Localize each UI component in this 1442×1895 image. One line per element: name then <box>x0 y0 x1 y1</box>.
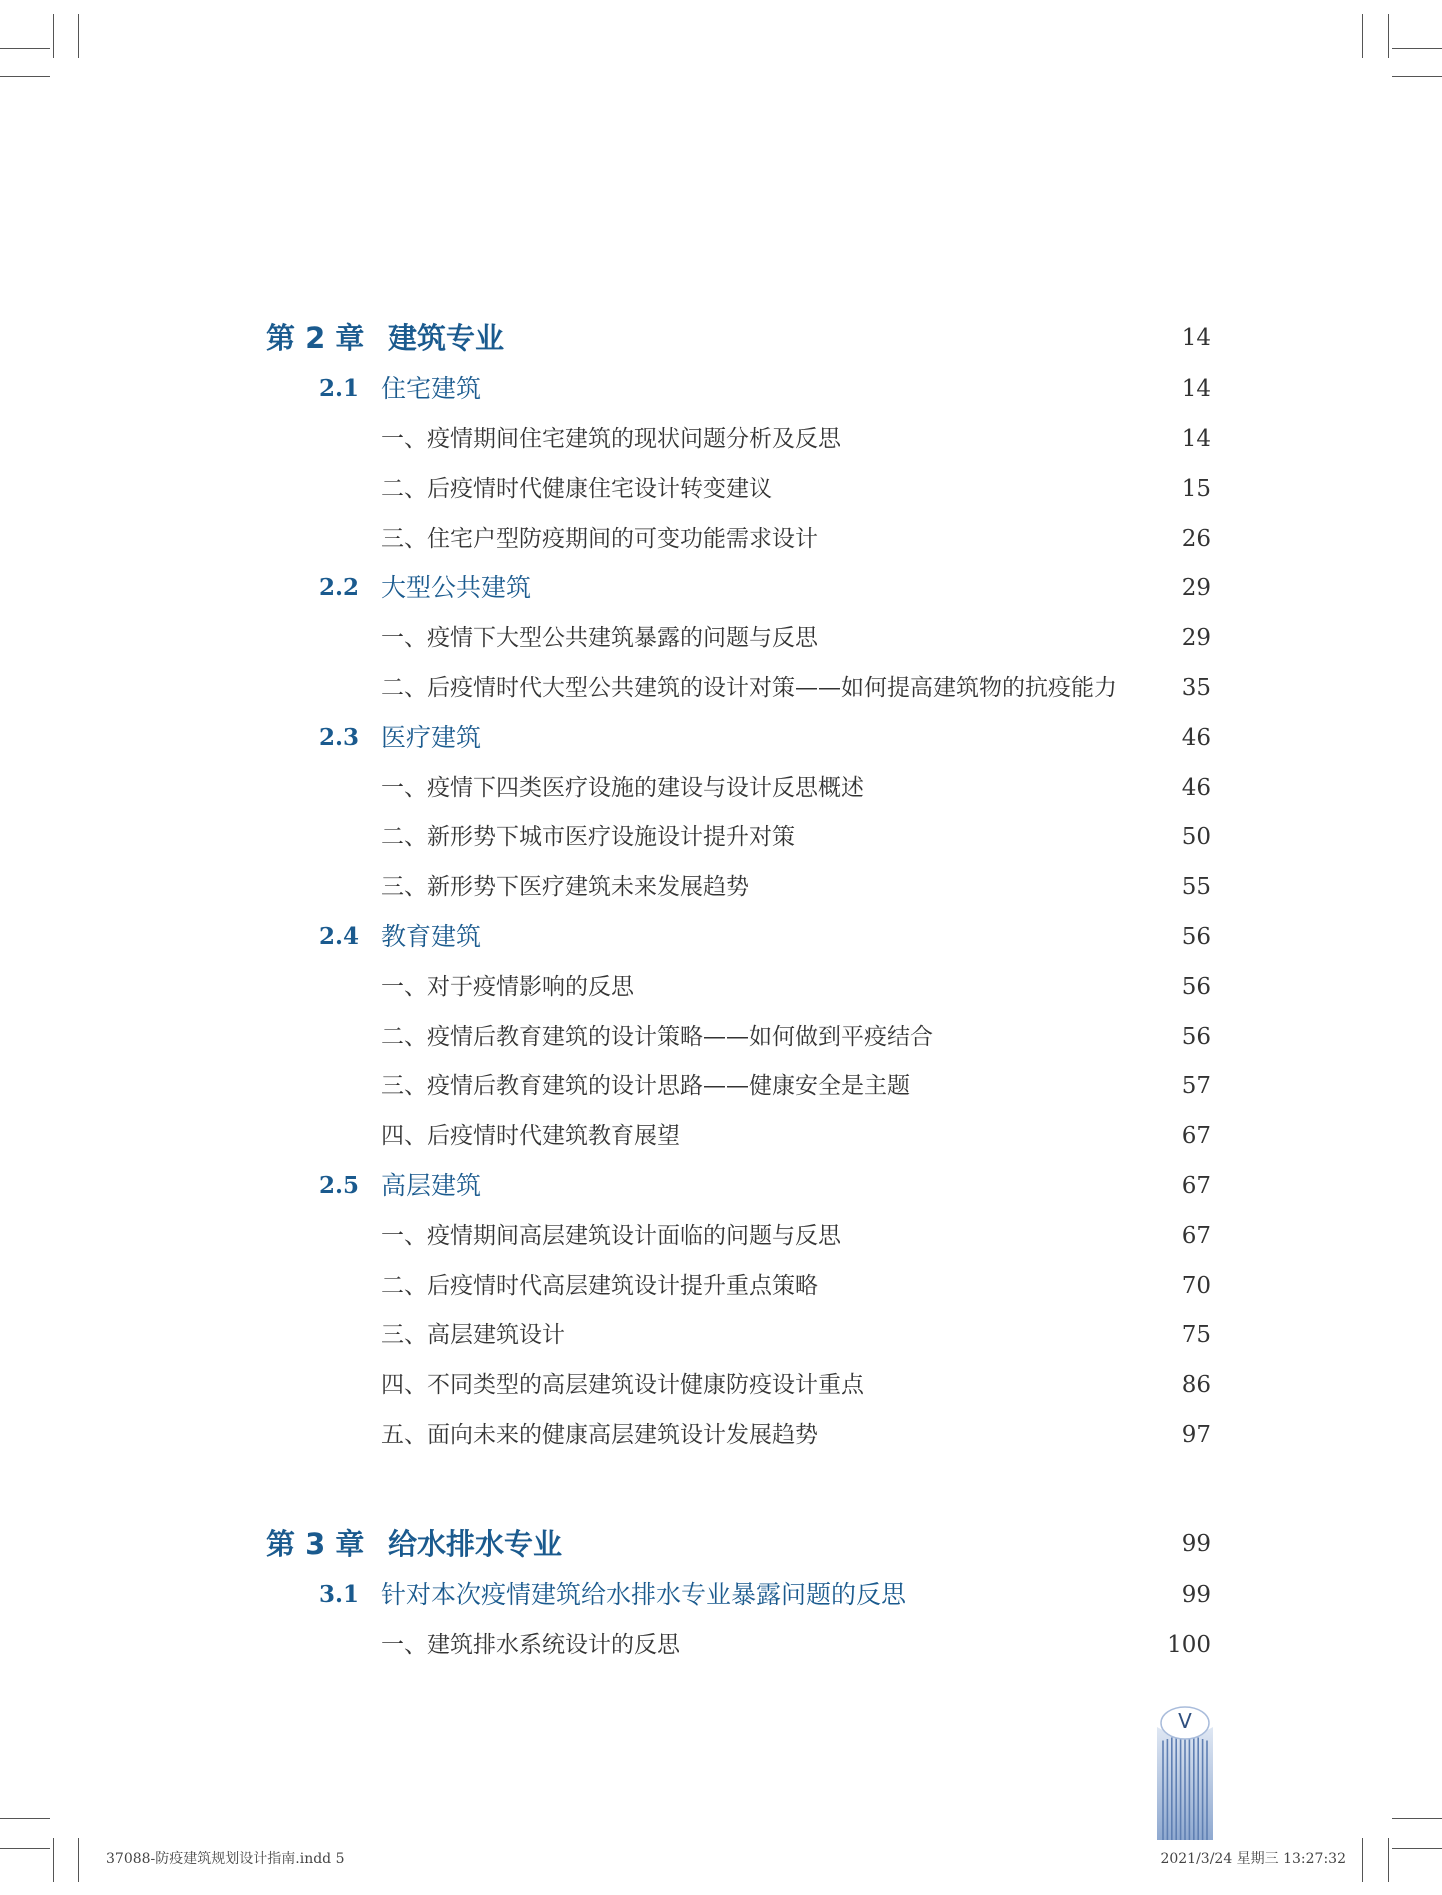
section-page: 29 <box>1181 575 1211 602</box>
toc-item <box>381 668 1211 708</box>
toc-item <box>381 867 1211 907</box>
item-title: 二、新形势下城市医疗设施设计提升对策 <box>381 824 795 851</box>
section-title: 住宅建筑 <box>381 374 482 404</box>
chapter-title: 给水排水专业 <box>388 1527 563 1561</box>
item-title: 一、疫情期间住宅建筑的现状问题分析及反思 <box>381 426 841 453</box>
item-page: 86 <box>1181 1372 1211 1399</box>
toc-chapter <box>266 318 1211 358</box>
item-title: 一、对于疫情影响的反思 <box>381 973 634 1000</box>
item-page: 56 <box>1181 973 1211 1000</box>
item-page: 56 <box>1181 1023 1211 1050</box>
toc-item <box>381 1116 1211 1156</box>
chapter-page: 14 <box>1181 325 1211 351</box>
slug-filename: 37088-防疫建筑规划设计指南.indd 5 <box>106 1851 345 1867</box>
item-title: 一、疫情期间高层建筑设计面临的问题与反思 <box>381 1222 841 1249</box>
item-page: 29 <box>1181 625 1211 652</box>
section-page: 46 <box>1181 724 1211 751</box>
item-page: 100 <box>1167 1632 1211 1659</box>
item-title: 一、疫情下四类医疗设施的建设与设计反思概述 <box>381 774 864 801</box>
item-title: 二、后疫情时代健康住宅设计转变建议 <box>381 475 772 502</box>
chapter-title: 建筑专业 <box>388 321 505 355</box>
chapter-page: 99 <box>1181 1531 1211 1557</box>
section-number: 2.5 <box>319 1172 360 1200</box>
toc-item <box>381 419 1211 459</box>
slug-timestamp: 2021/3/24 星期三 13:27:32 <box>1160 1851 1346 1867</box>
section-title: 高层建筑 <box>381 1171 482 1201</box>
toc-item <box>381 469 1211 509</box>
item-page: 35 <box>1181 675 1211 702</box>
toc-item <box>381 519 1211 559</box>
section-page: 56 <box>1181 924 1211 951</box>
section-number: 3.1 <box>319 1581 360 1609</box>
section-page: 99 <box>1181 1582 1211 1609</box>
item-title: 二、后疫情时代大型公共建筑的设计对策——如何提高建筑物的抗疫能力 <box>381 675 1117 702</box>
toc-section <box>319 1166 1211 1206</box>
item-title: 三、住宅户型防疫期间的可变功能需求设计 <box>381 525 818 552</box>
page-number-tab <box>1157 1703 1213 1840</box>
item-title: 三、新形势下医疗建筑未来发展趋势 <box>381 874 749 901</box>
toc-item <box>381 768 1211 808</box>
item-page: 57 <box>1181 1073 1211 1100</box>
item-page: 14 <box>1181 426 1211 453</box>
item-page: 67 <box>1181 1123 1211 1150</box>
toc-chapter <box>266 1524 1211 1564</box>
item-page: 50 <box>1181 824 1211 851</box>
item-title: 一、疫情下大型公共建筑暴露的问题与反思 <box>381 625 818 652</box>
section-number: 2.2 <box>319 574 360 602</box>
item-page: 46 <box>1181 774 1211 801</box>
item-page: 97 <box>1181 1422 1211 1449</box>
toc-section <box>319 369 1211 409</box>
item-page: 26 <box>1181 525 1211 552</box>
item-title: 三、疫情后教育建筑的设计思路——健康安全是主题 <box>381 1073 910 1100</box>
page-number: V <box>1178 1709 1192 1733</box>
section-number: 2.3 <box>319 723 360 751</box>
toc-section <box>319 718 1211 758</box>
item-title: 四、后疫情时代建筑教育展望 <box>381 1123 680 1150</box>
item-page: 70 <box>1181 1272 1211 1299</box>
toc-item <box>381 1315 1211 1355</box>
section-title: 教育建筑 <box>381 922 482 952</box>
section-number: 2.1 <box>319 375 360 403</box>
section-title: 针对本次疫情建筑给水排水专业暴露问题的反思 <box>381 1580 907 1610</box>
item-page: 15 <box>1181 475 1211 502</box>
item-page: 75 <box>1181 1322 1211 1349</box>
toc-section <box>319 1575 1211 1615</box>
item-title: 三、高层建筑设计 <box>381 1322 565 1349</box>
item-page: 55 <box>1181 874 1211 901</box>
toc-item <box>381 967 1211 1007</box>
section-title: 医疗建筑 <box>381 722 482 752</box>
chapter-label: 第 2 章 <box>266 321 365 355</box>
item-title: 四、不同类型的高层建筑设计健康防疫设计重点 <box>381 1372 864 1399</box>
chapter-label: 第 3 章 <box>266 1527 365 1561</box>
item-title: 二、疫情后教育建筑的设计策略——如何做到平疫结合 <box>381 1023 933 1050</box>
toc-item <box>381 1017 1211 1057</box>
item-page: 67 <box>1181 1222 1211 1249</box>
toc-item <box>381 1365 1211 1405</box>
toc-item <box>381 817 1211 857</box>
section-title: 大型公共建筑 <box>381 573 532 603</box>
item-title: 五、面向未来的健康高层建筑设计发展趋势 <box>381 1422 818 1449</box>
item-title: 二、后疫情时代高层建筑设计提升重点策略 <box>381 1272 818 1299</box>
toc-item <box>381 618 1211 658</box>
toc-section <box>319 917 1211 957</box>
toc-item <box>381 1216 1211 1256</box>
toc-item <box>381 1415 1211 1455</box>
section-page: 67 <box>1181 1173 1211 1200</box>
toc-item <box>381 1066 1211 1106</box>
item-title: 一、建筑排水系统设计的反思 <box>381 1632 680 1659</box>
toc-section <box>319 568 1211 608</box>
toc-item <box>381 1625 1211 1665</box>
section-number: 2.4 <box>319 923 360 951</box>
section-page: 14 <box>1181 376 1211 403</box>
toc-item <box>381 1266 1211 1306</box>
